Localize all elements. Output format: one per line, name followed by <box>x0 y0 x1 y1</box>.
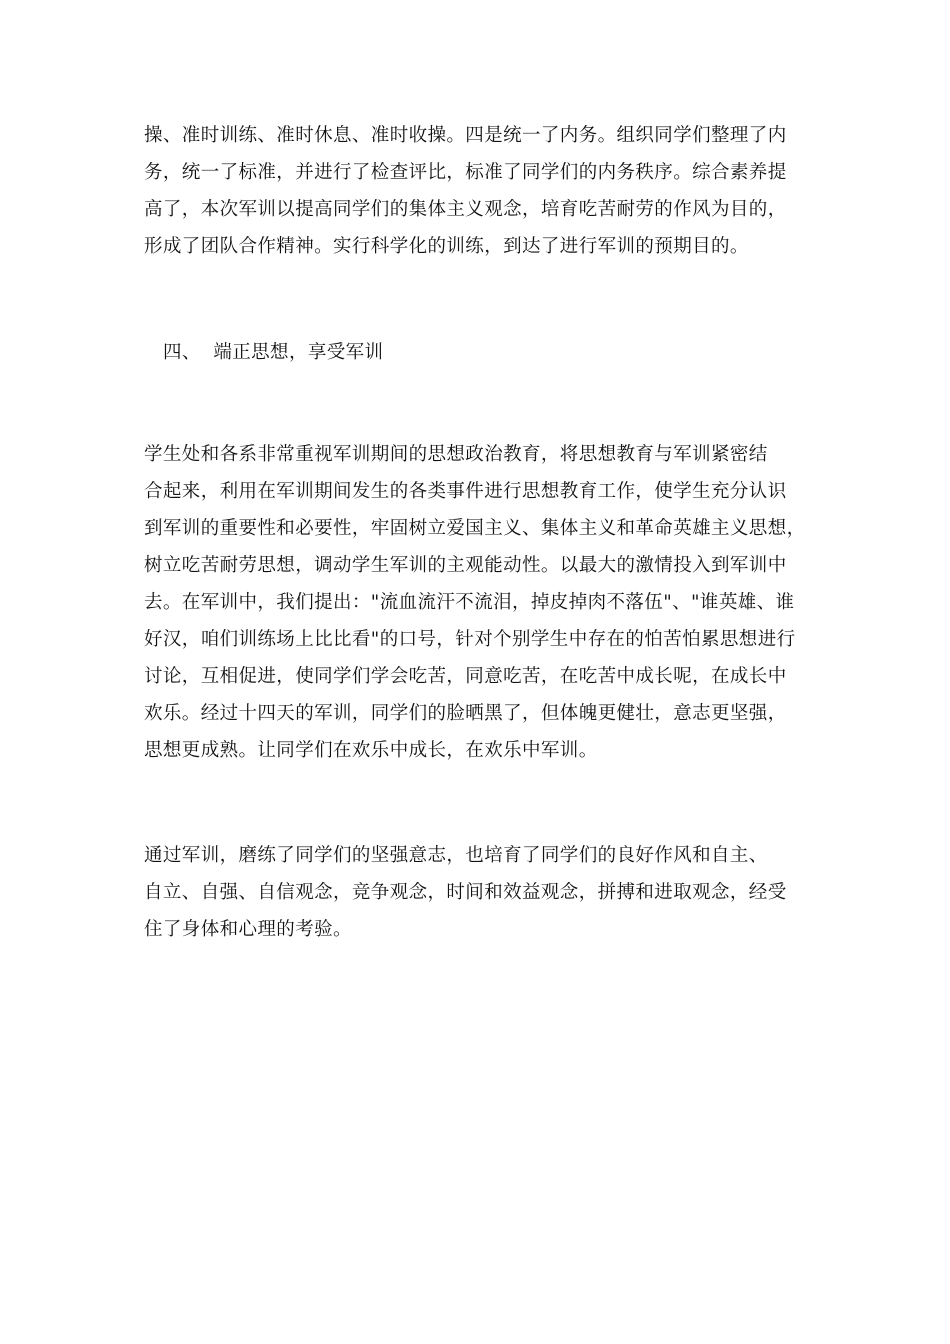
paragraph-line: 好汉，咱们训练场上比比看"的口号，针对个别学生中存在的怕苦怕累思想进行 <box>144 629 796 650</box>
paragraph-line: 住了身体和心理的考验。 <box>144 919 352 940</box>
paragraph-line: 形成了团队合作精神。实行科学化的训练，到达了进行军训的预期目的。 <box>144 236 749 257</box>
paragraph-line: 操、准时训练、准时休息、准时收操。四是统一了内务。组织同学们整理了内 <box>144 125 787 146</box>
paragraph-line: 高了，本次军训以提高同学们的集体主义观念，培育吃苦耐劳的作风为目的， <box>144 199 787 220</box>
paragraph-line: 务，统一了标准，并进行了检查评比，标准了同学们的内务秩序。综合素养提 <box>144 162 787 183</box>
paragraph-line: 讨论，互相促进，使同学们学会吃苦，同意吃苦，在吃苦中成长呢，在成长中 <box>144 666 787 687</box>
paragraph-line: 欢乐。经过十四天的军训，同学们的脸晒黑了，但体魄更健壮，意志更坚强， <box>144 703 787 724</box>
section-heading: 四、 端正思想，享受军训 <box>163 342 384 363</box>
paragraph-line: 通过军训，磨练了同学们的坚强意志，也培育了同学们的良好作风和自主、 <box>144 845 768 866</box>
paragraph-line: 思想更成熟。让同学们在欢乐中成长，在欢乐中军训。 <box>144 740 598 761</box>
paragraph-line: 树立吃苦耐劳思想，调动学生军训的主观能动性。以最大的激情投入到军训中 <box>144 555 787 576</box>
paragraph-line: 去。在军训中，我们提出："流血流汗不流泪，掉皮掉肉不落伍"、"谁英雄、谁 <box>144 592 795 613</box>
paragraph-line: 自立、自强、自信观念，竞争观念，时间和效益观念，拼搏和进取观念，经受 <box>144 882 787 903</box>
paragraph-line: 学生处和各系非常重视军训期间的思想政治教育，将思想教育与军训紧密结 <box>144 444 768 465</box>
paragraph-line: 到军训的重要性和必要性，牢固树立爱国主义、集体主义和革命英雄主义思想， <box>144 518 806 539</box>
paragraph-line: 合起来，利用在军训期间发生的各类事件进行思想教育工作，使学生充分认识 <box>144 481 787 502</box>
